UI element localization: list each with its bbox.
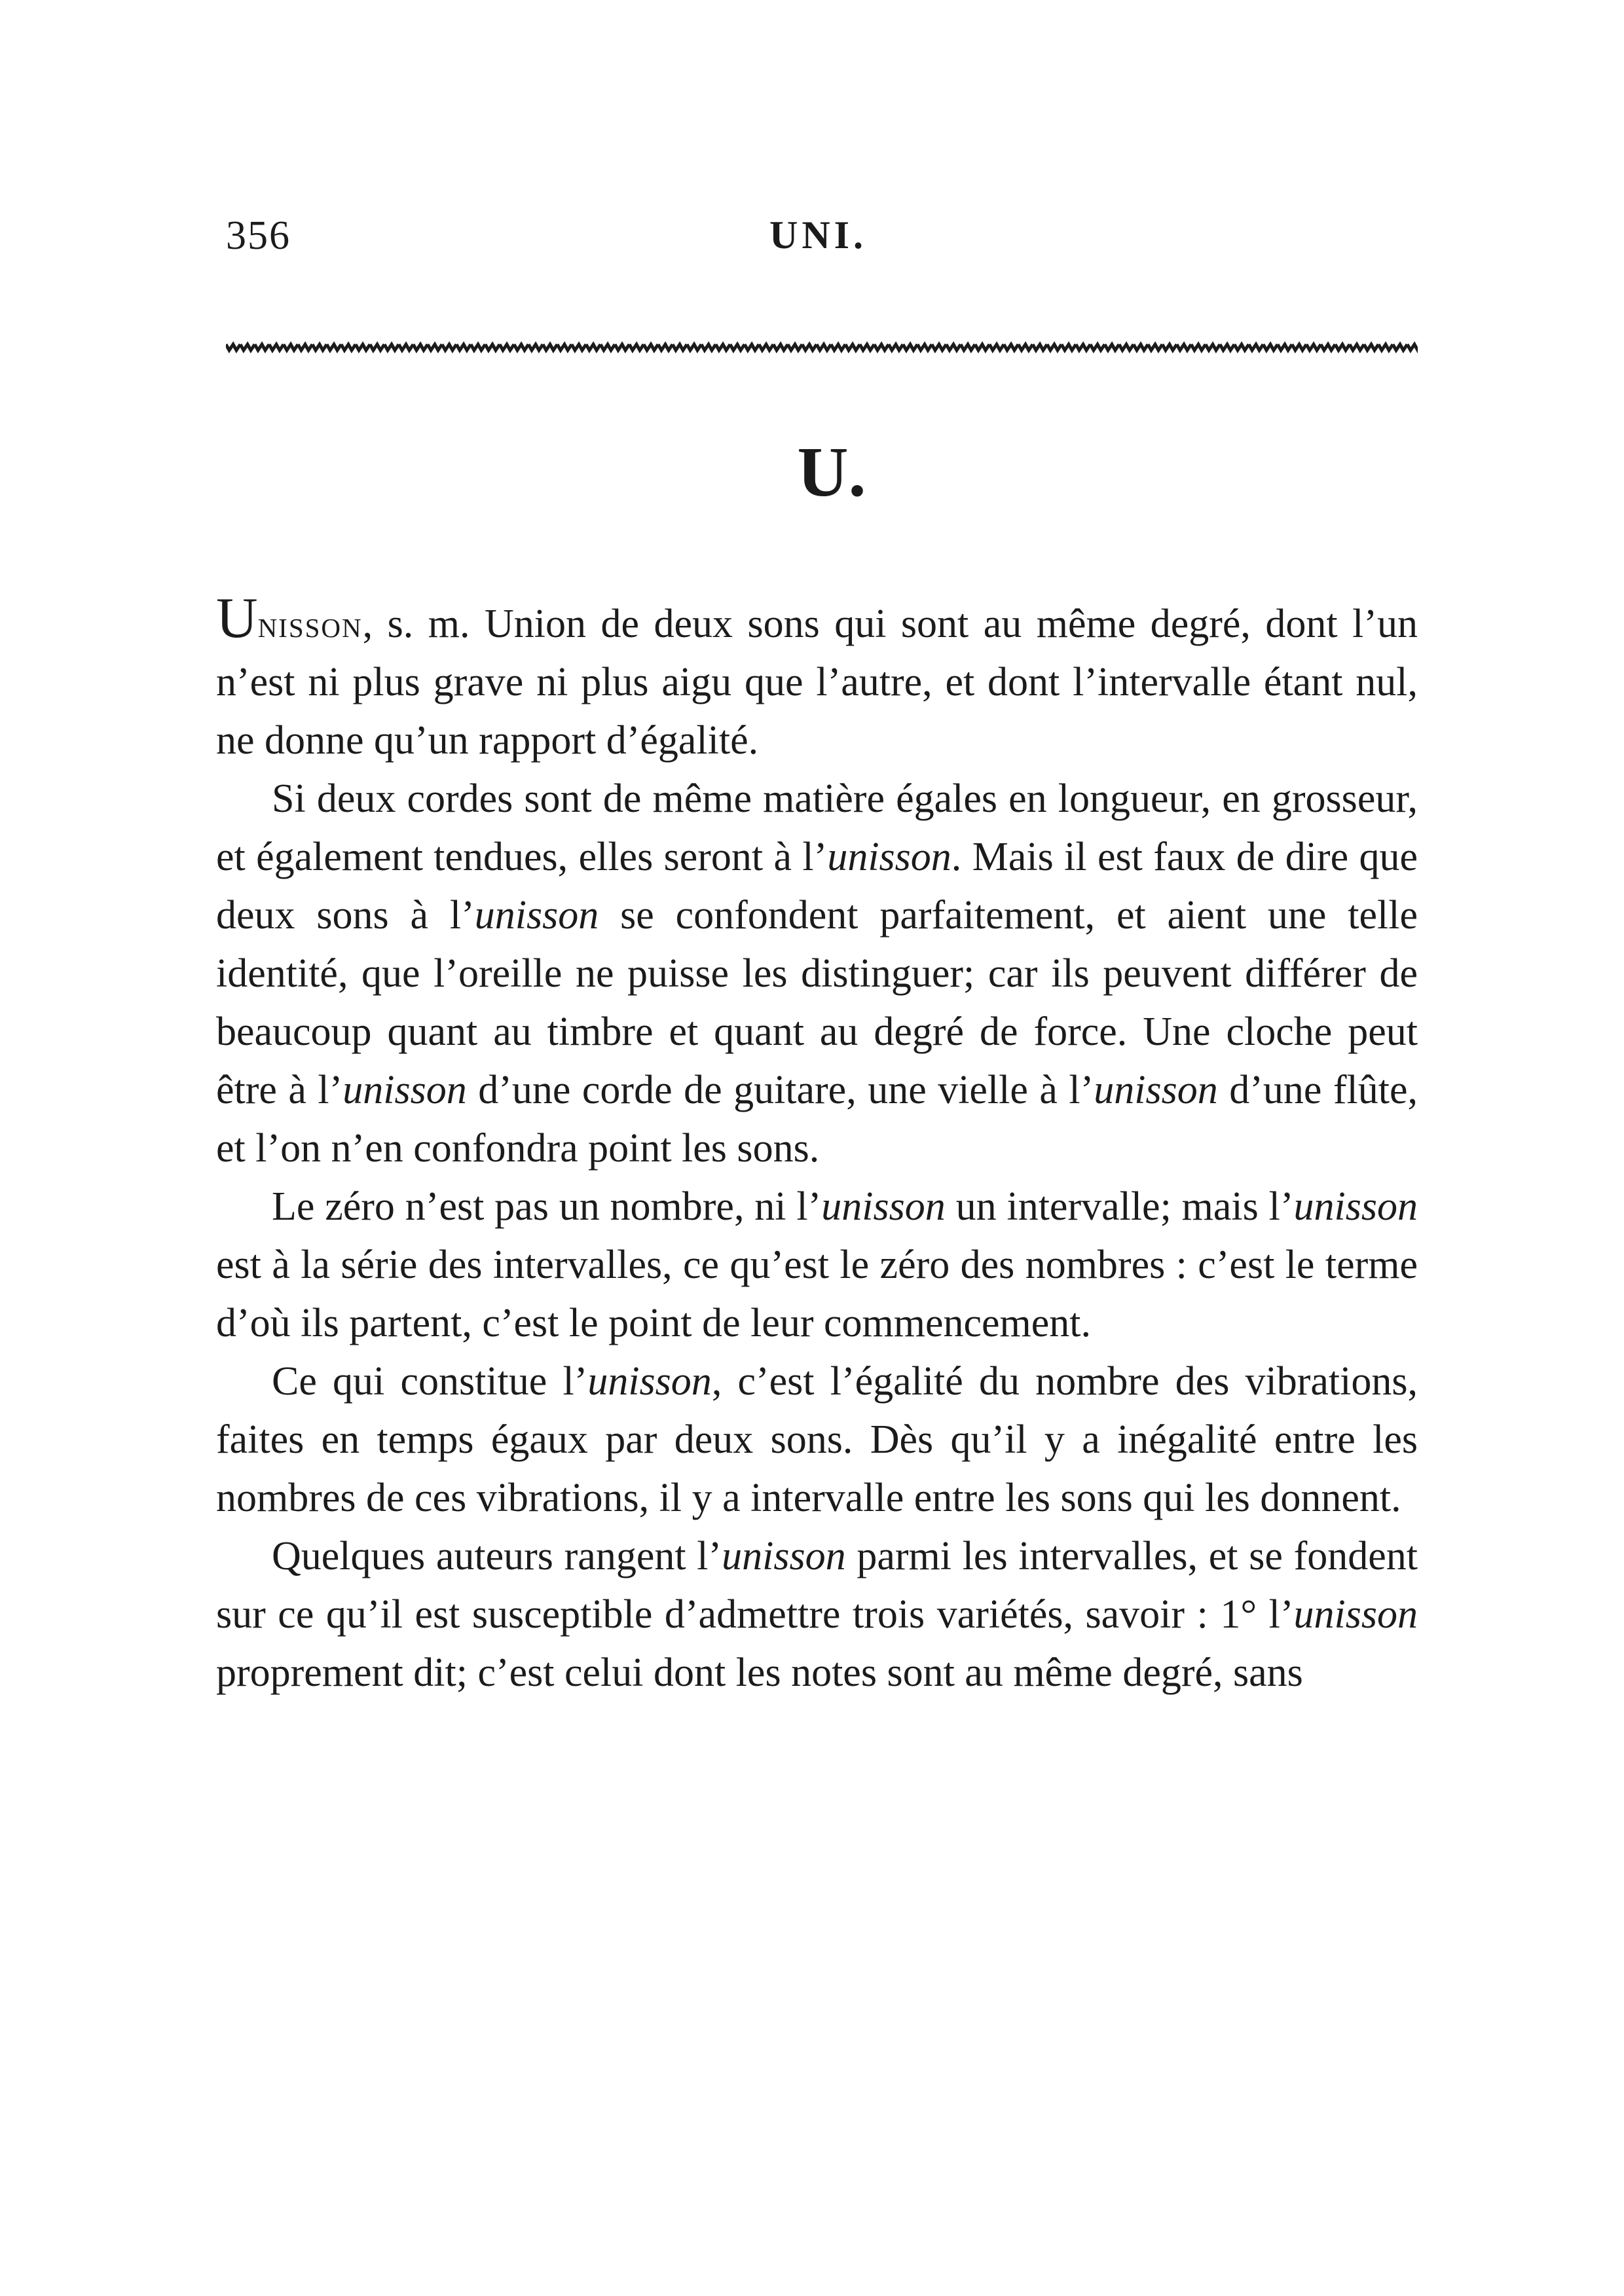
paragraph-1-text: , s. m. Union de deux sons qui sont au même degré, dont l’un n’est ni plus grave ni plus aigu que l’autre, et dont l’intervalle étant nul, ne donne qu’un rapport d’égalité. <box>216 602 1418 763</box>
paragraph-2 <box>216 770 1418 1178</box>
p3-italic-1: unisson <box>821 1184 946 1229</box>
p4-text-a: Ce qui constitue l’ <box>272 1359 588 1404</box>
p3-text-b: un intervalle; mais l’ <box>945 1184 1294 1229</box>
p2-text-b: . Mais il est faux de dire que deux sons à l’ <box>216 835 1418 938</box>
p2-italic-4: unisson <box>1094 1068 1218 1112</box>
dictionary-entry <box>216 589 1418 1702</box>
paragraph-3 <box>216 1178 1418 1353</box>
paragraph-4 <box>216 1353 1418 1527</box>
paragraph-5 <box>216 1527 1418 1702</box>
section-letter: U. <box>797 433 866 511</box>
p4-text-b: , c’est l’égalité du nombre des vibrations, faites en temps égaux par deux sons. Dès qu’il y a inégalité entre les nombres de ces vibrations, il y a intervalle entre les sons qui les donnent. <box>216 1359 1418 1520</box>
paragraph-1 <box>216 589 1418 770</box>
p5-text-c: proprement dit; c’est celui dont les notes sont au même degré, sans <box>216 1650 1303 1695</box>
p4-italic-1: unisson <box>587 1359 712 1404</box>
p2-text-e: d’une flûte, et l’on n’en confondra point les sons. <box>216 1068 1418 1171</box>
p3-italic-2: unisson <box>1293 1184 1418 1229</box>
p2-italic-1: unisson <box>827 835 951 879</box>
p2-text-a: Si deux cordes sont de même matière égales en longueur, en grosseur, et également tendues, elles seront à l’ <box>216 776 1418 879</box>
p2-italic-2: unisson <box>474 893 599 938</box>
p2-italic-3: unisson <box>342 1068 467 1112</box>
p5-italic-1: unisson <box>722 1534 846 1578</box>
running-title: UNI. <box>769 213 868 257</box>
p2-text-d: d’une corde de guitare, une vielle à l’ <box>466 1068 1094 1112</box>
p3-text-a: Le zéro n’est pas un nombre, ni l’ <box>272 1184 822 1229</box>
ornamental-rule <box>226 340 1418 354</box>
headword-initial: U <box>216 587 258 650</box>
p5-text-b: parmi les intervalles, et se fondent sur ce qu’il est susceptible d’admettre trois variétés, savoir : 1° l’ <box>216 1534 1418 1637</box>
running-head <box>226 213 1418 272</box>
page-number: 356 <box>226 213 291 258</box>
p3-text-c: est à la série des intervalles, ce qu’est le zéro des nombres : c’est le terme d’où ils partent, c’est le point de leur commencement. <box>216 1243 1418 1345</box>
p5-text-a: Quelques auteurs rangent l’ <box>272 1534 722 1578</box>
p5-italic-2: unisson <box>1293 1592 1418 1637</box>
p2-text-c: se confondent parfaitement, et aient une telle identité, que l’oreille ne puisse les distinguer; car ils peuvent différer de beaucoup quant au timbre et quant au degré de force. Une cloche peut être à l’ <box>216 893 1418 1112</box>
headword-rest: nisson <box>257 603 363 646</box>
